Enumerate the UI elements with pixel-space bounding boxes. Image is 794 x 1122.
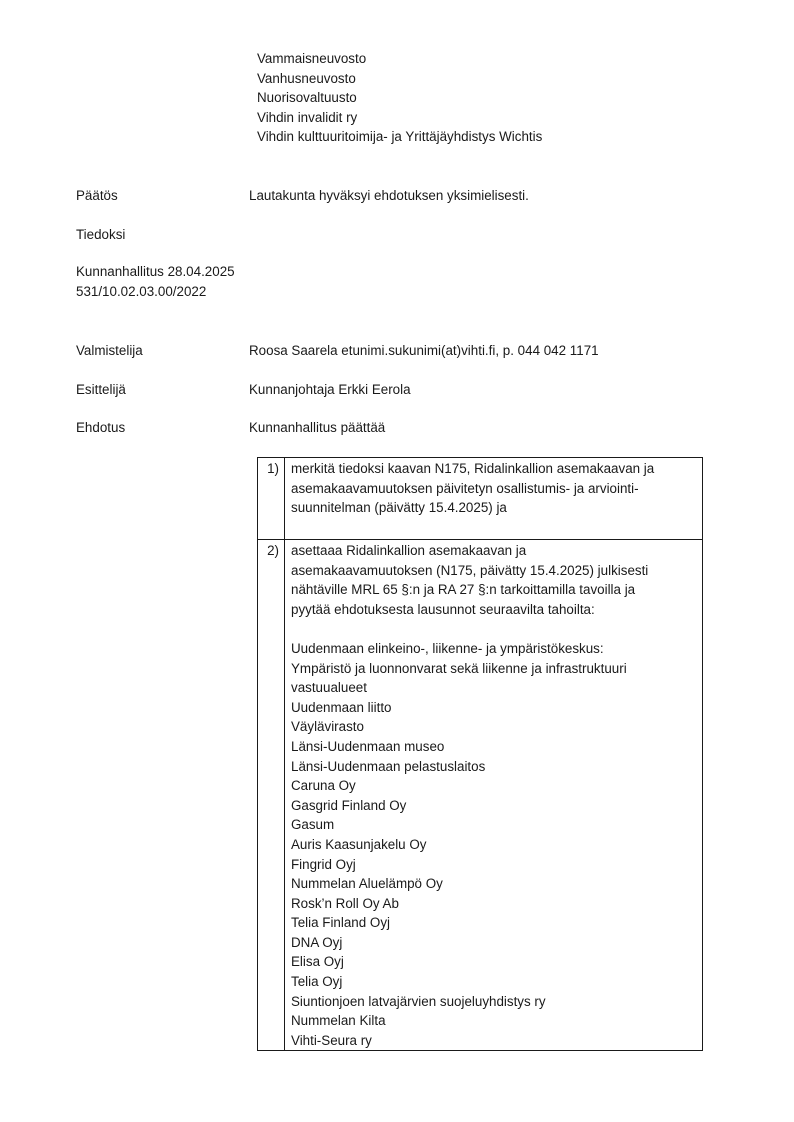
organization-item: Auris Kaasunjakelu Oy [291, 836, 427, 852]
recipient-item: Vanhusneuvosto [257, 70, 356, 86]
preparer-label: Valmistelija [76, 343, 143, 358]
proposal-text: Kunnanhallitus päättää [249, 420, 386, 435]
recipient-item: Vihdin invalidit ry [257, 109, 358, 125]
recipient-item: Vammaisneuvosto [257, 51, 367, 66]
organization-list [291, 639, 698, 1050]
organization-item: Väylävirasto [291, 719, 364, 735]
proposal-item [258, 458, 703, 540]
organization-item: Länsi-Uudenmaan pelastuslaitos [291, 758, 486, 774]
preparer-text: Roosa Saarela etunimi.sukunimi(at)vihti.fi, p. 044 042 1171 [249, 343, 599, 358]
proposal-label: Ehdotus [76, 420, 126, 435]
item-number: 1) [258, 458, 285, 540]
item-line: pyytää ehdotuksesta lausunnot seuraavilta tahoilta: [291, 601, 595, 617]
organization-item: Telia Finland Oyj [291, 915, 390, 931]
organization-item: Rosk’n Roll Oy Ab [291, 895, 399, 911]
item-number: 2) [258, 540, 285, 1051]
organization-item: Länsi-Uudenmaan museo [291, 738, 445, 754]
item-line: nähtäville MRL 65 §:n ja RA 27 §:n tarkoittamilla tavoilla ja [291, 582, 636, 598]
item-text [285, 458, 703, 540]
item-line: merkitä tiedoksi kaavan N175, Ridalinkallion asemakaavan ja [291, 461, 655, 476]
organization-item: Gasgrid Finland Oy [291, 797, 407, 813]
decision-text: Lautakunta hyväksyi ehdotuksen yksimielisesti. [249, 188, 529, 203]
organization-item: Ympäristö ja luonnonvarat sekä liikenne ja infrastruktuuri [291, 660, 627, 676]
organization-item: Nummelan Kilta [291, 1013, 386, 1029]
organization-item: Caruna Oy [291, 778, 356, 794]
item-line: asemakaavamuutoksen päivitetyn osallistumis- ja arviointi- [291, 480, 639, 496]
decision-label: Päätös [76, 188, 118, 203]
recipient-list [257, 49, 542, 147]
meeting-title: Kunnanhallitus 28.04.2025 [76, 264, 235, 279]
organization-item: Uudenmaan elinkeino-, liikenne- ja ympäristökeskus: [291, 640, 604, 656]
item-line: suunnitelman (päivätty 15.4.2025) ja [291, 500, 507, 516]
item-line: asemakaavamuutoksen (N175, päivätty 15.4.2025) julkisesti [291, 562, 649, 578]
organization-item: Telia Oyj [291, 974, 343, 990]
organization-item: Vihti-Seura ry [291, 1032, 372, 1048]
organization-item: Gasum [291, 817, 335, 833]
item-line: asettaaa Ridalinkallion asemakaavan ja [291, 543, 527, 558]
meeting-reference: 531/10.02.03.00/2022 [76, 284, 207, 299]
organization-item: DNA Oyj [291, 934, 343, 950]
for-info-label: Tiedoksi [76, 227, 126, 242]
proposal-table [257, 457, 703, 1051]
organization-item: Fingrid Oyj [291, 856, 356, 872]
organization-item: Elisa Oyj [291, 954, 344, 970]
proposal-item [258, 540, 703, 1051]
presenter-text: Kunnanjohtaja Erkki Eerola [249, 382, 411, 397]
recipient-item: Vihdin kulttuuritoimija- ja Yrittäjäyhdistys Wichtis [257, 129, 543, 145]
organization-item: vastuualueet [291, 680, 367, 696]
recipient-item: Nuorisovaltuusto [257, 90, 357, 106]
organization-item: Siuntionjoen latvajärvien suojeluyhdistys ry [291, 993, 546, 1009]
organization-item: Nummelan Aluelämpö Oy [291, 876, 443, 892]
organization-item: Uudenmaan liitto [291, 699, 392, 715]
presenter-label: Esittelijä [76, 382, 126, 397]
item-text [285, 540, 703, 1051]
